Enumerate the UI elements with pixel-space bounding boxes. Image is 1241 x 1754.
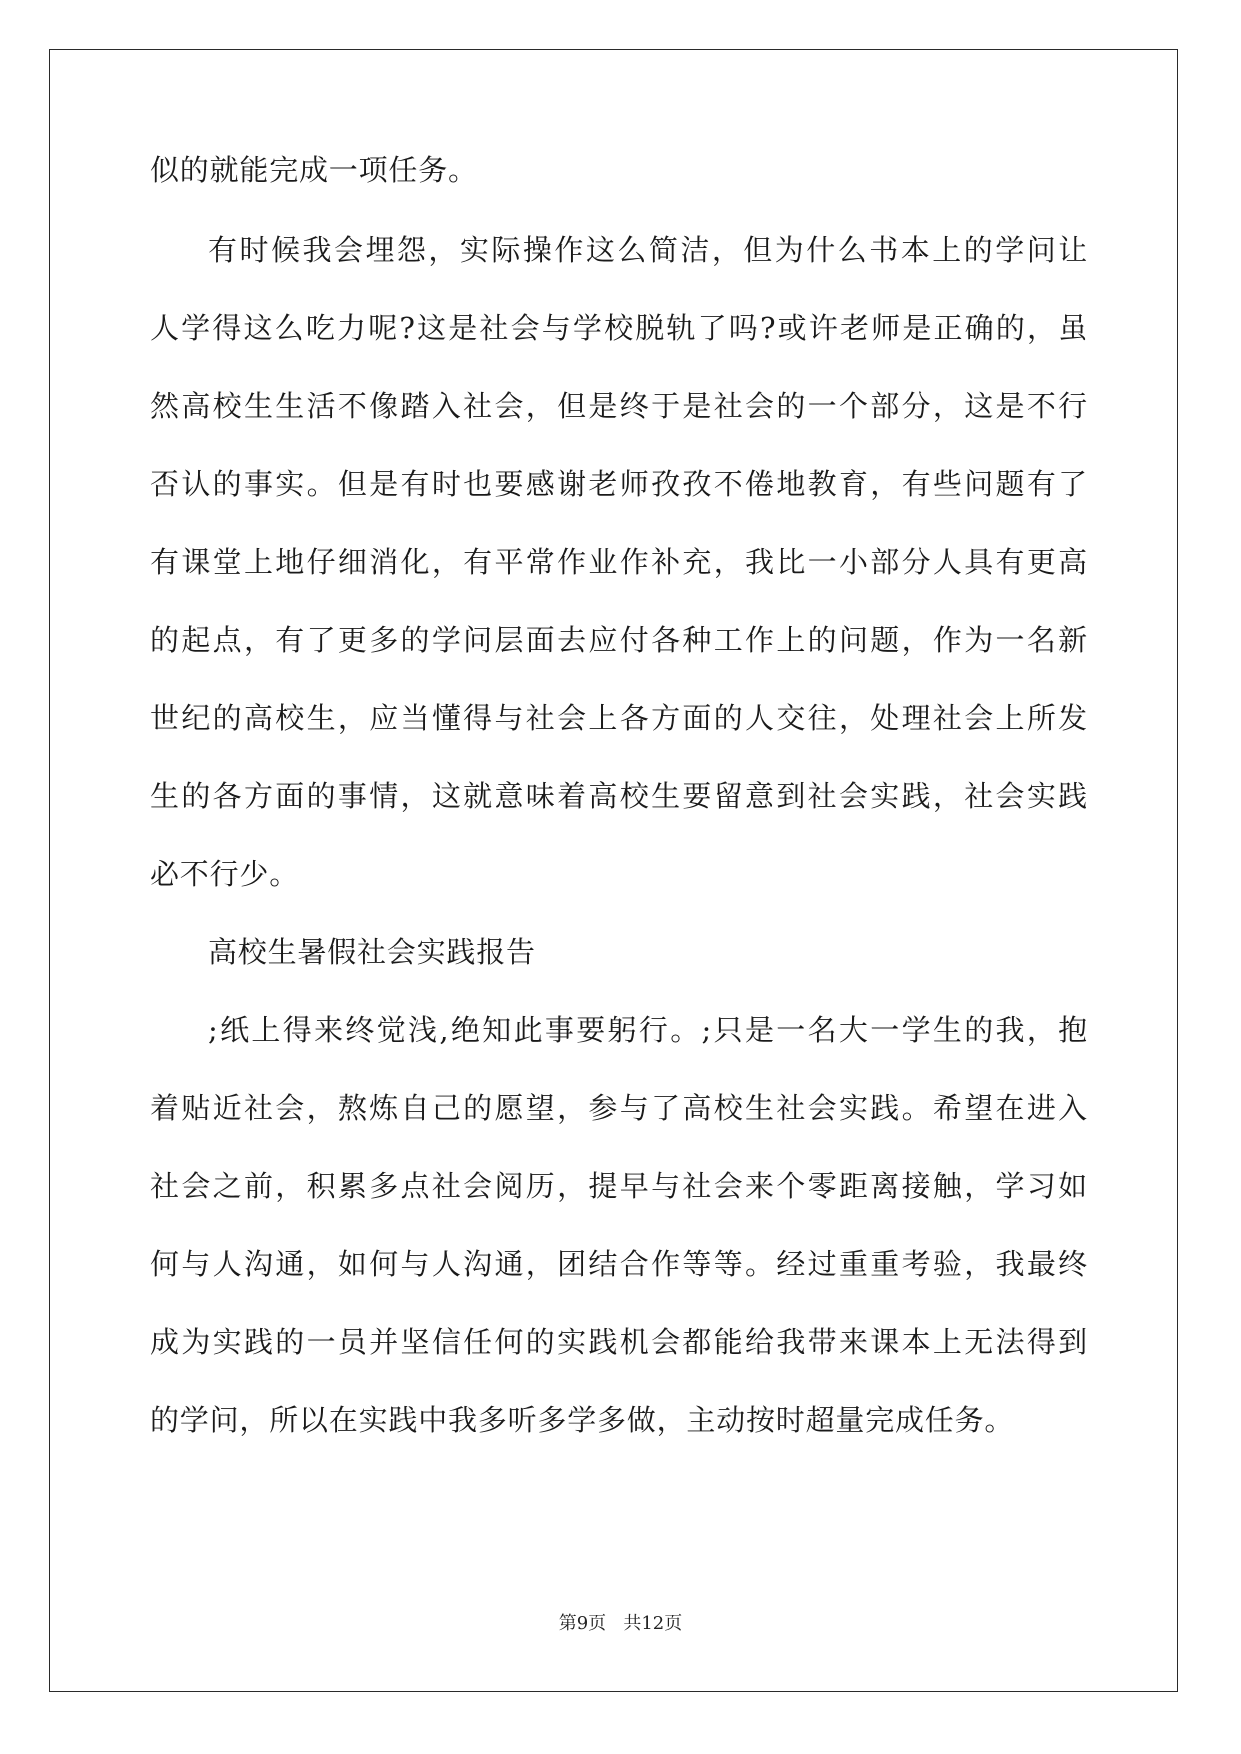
page-number-footer: 第9页 共12页 <box>558 1613 683 1634</box>
text-line: 社会之前，积累多点社会阅历，提早与社会来个零距离接触，学习如 <box>150 1169 1088 1203</box>
text-line: 何与人沟通，如何与人沟通，团结合作等等。经过重重考验，我最终 <box>150 1247 1088 1281</box>
text-line: 世纪的高校生，应当懂得与社会上各方面的人交往，处理社会上所发 <box>150 701 1088 735</box>
text-line: 必不行少。 <box>150 857 300 891</box>
text-line: 成为实践的一员并坚信任何的实践机会都能给我带来课本上无法得到 <box>150 1325 1088 1359</box>
text-line: 然高校生生活不像踏入社会，但是终于是社会的一个部分，这是不行 <box>150 389 1088 423</box>
text-line: 人学得这么吃力呢?这是社会与学校脱轨了吗?或许老师是正确的，虽 <box>150 311 1088 345</box>
paragraph-first-line: ;纸上得来终觉浅,绝知此事要躬行。;只是一名大一学生的我，抱 <box>208 1013 1088 1047</box>
text-line: 着贴近社会，熬炼自己的愿望，参与了高校生社会实践。希望在进入 <box>150 1091 1088 1125</box>
section-heading: 高校生暑假社会实践报告 <box>208 935 536 969</box>
text-line: 的起点，有了更多的学问层面去应付各种工作上的问题，作为一名新 <box>150 623 1088 657</box>
text-line: 的学问，所以在实践中我多听多学多做，主动按时超量完成任务。 <box>150 1403 1015 1437</box>
text-line: 似的就能完成一项任务。 <box>150 153 478 187</box>
paragraph-first-line: 有时候我会埋怨，实际操作这么简洁，但为什么书本上的学问让 <box>208 233 1088 267</box>
text-line: 有课堂上地仔细消化，有平常作业作补充，我比一小部分人具有更高 <box>150 545 1088 579</box>
text-line: 否认的事实。但是有时也要感谢老师孜孜不倦地教育，有些问题有了 <box>150 467 1088 501</box>
text-line: 生的各方面的事情，这就意味着高校生要留意到社会实践，社会实践 <box>150 779 1088 813</box>
